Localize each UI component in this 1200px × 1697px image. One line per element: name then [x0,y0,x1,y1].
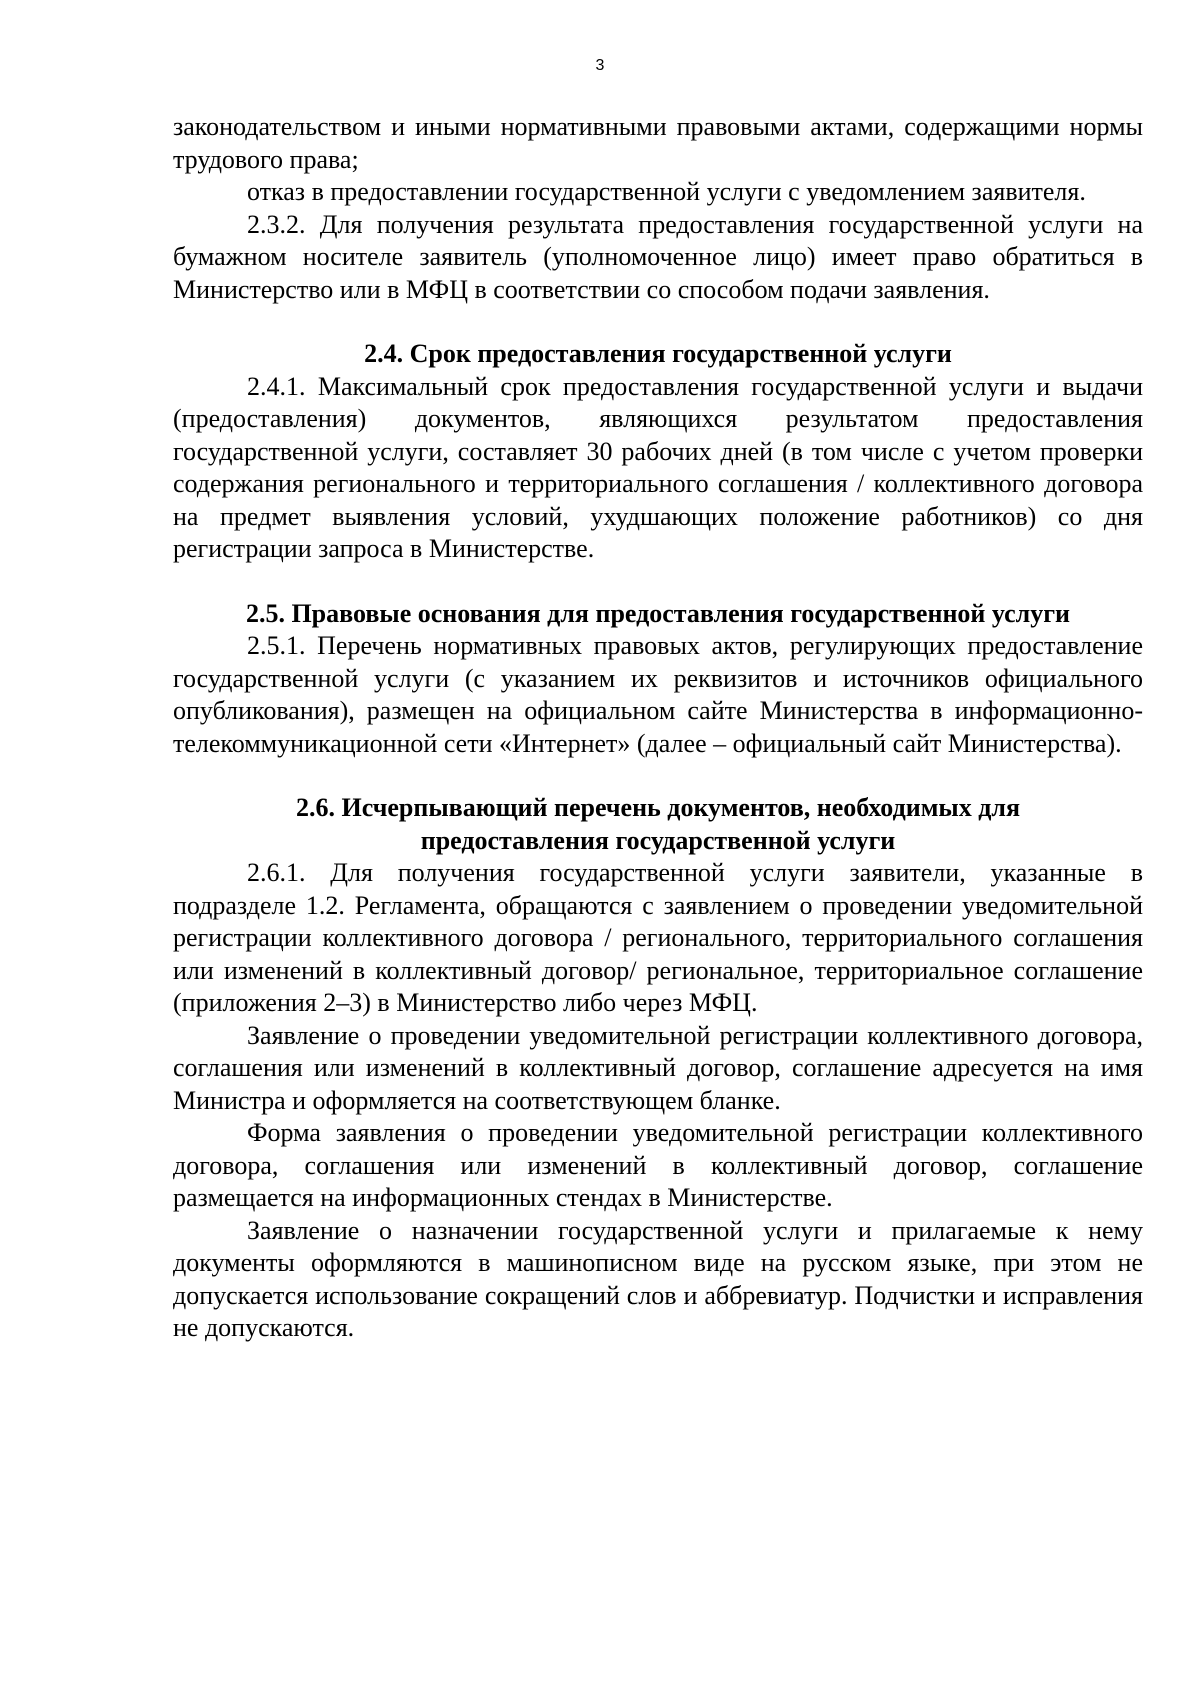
section-heading-2-6-line2: предоставления государственной услуги [420,825,896,855]
section-heading-2-4: 2.4. Срок предоставления государственной услуги [364,339,952,368]
paragraph-2-6-1: 2.6.1. Для получения государственной услуги заявители, указанные в подразделе 1.2. Регламента, обращаются с заявлением о проведении уведомительной регистрации коллективного договора / регионального, территориального соглашения или изменений в коллективный договор/ региональное, территориальное соглашение (приложения 2–3) в Министерство либо через МФЦ. [173,858,1143,1017]
section-heading-2-5: 2.5. Правовые основания для предоставления государственной услуги [245,598,1071,628]
section-gap [173,760,1143,792]
page-number: 3 [595,57,605,74]
document-body [173,111,1143,1345]
paragraph-continuation: законодательством и иными нормативными правовыми актами, содержащими нормы трудового права; [173,112,1143,174]
paragraph-refusal: отказ в предоставлении государственной услуги с уведомлением заявителя. [247,177,1086,206]
paragraph-2-5-1: 2.5.1. Перечень нормативных правовых актов, регулирующих предоставление государственной услуги (с указанием их реквизитов и источников официального опубликования), размещен на официальном сайте Министерства в информационно-телекоммуникационной сети «Интернет» (далее – официальный сайт Министерства). [173,631,1143,758]
section-gap [173,566,1143,598]
paragraph-2-4-1: 2.4.1. Максимальный срок предоставления государственной услуги и выдачи (предоставления) документов, являющихся результатом предоставления государственной услуги, составляет 30 рабочих дней (в том числе с учетом проверки содержания регионального и территориального соглашения / коллективного договора на предмет выявления условий, ухудшающих положение работников) со дня регистрации запроса в Министерстве. [173,371,1143,563]
section-heading-2-6 [173,792,1143,857]
section-heading-2-6-line1: 2.6. Исчерпывающий перечень документов, необходимых для [295,793,1021,822]
section-gap [173,306,1143,338]
paragraph-application-form: Форма заявления о проведении уведомительной регистрации коллективного договора, соглашения или изменений в коллективный договор, соглашение размещается на информационных стендах в Министерстве. [173,1118,1143,1212]
paragraph-document-requirements: Заявление о назначении государственной услуги и прилагаемые к нему документы оформляются в машинописном виде на русском языке, при этом не допускается использование сокращений слов и аббревиатур. Подчистки и исправления не допускаются. [173,1215,1143,1342]
paragraph-application-addressee: Заявление о проведении уведомительной регистрации коллективного договора, соглашения или изменений в коллективный договор, соглашение адресуется на имя Министра и оформляется на соответствующем бланке. [173,1020,1143,1115]
paragraph-2-3-2: 2.3.2. Для получения результата предоставления государственной услуги на бумажном носителе заявитель (уполномоченное лицо) имеет право обратиться в Министерство или в МФЦ в соответствии со способом подачи заявления. [173,209,1143,304]
